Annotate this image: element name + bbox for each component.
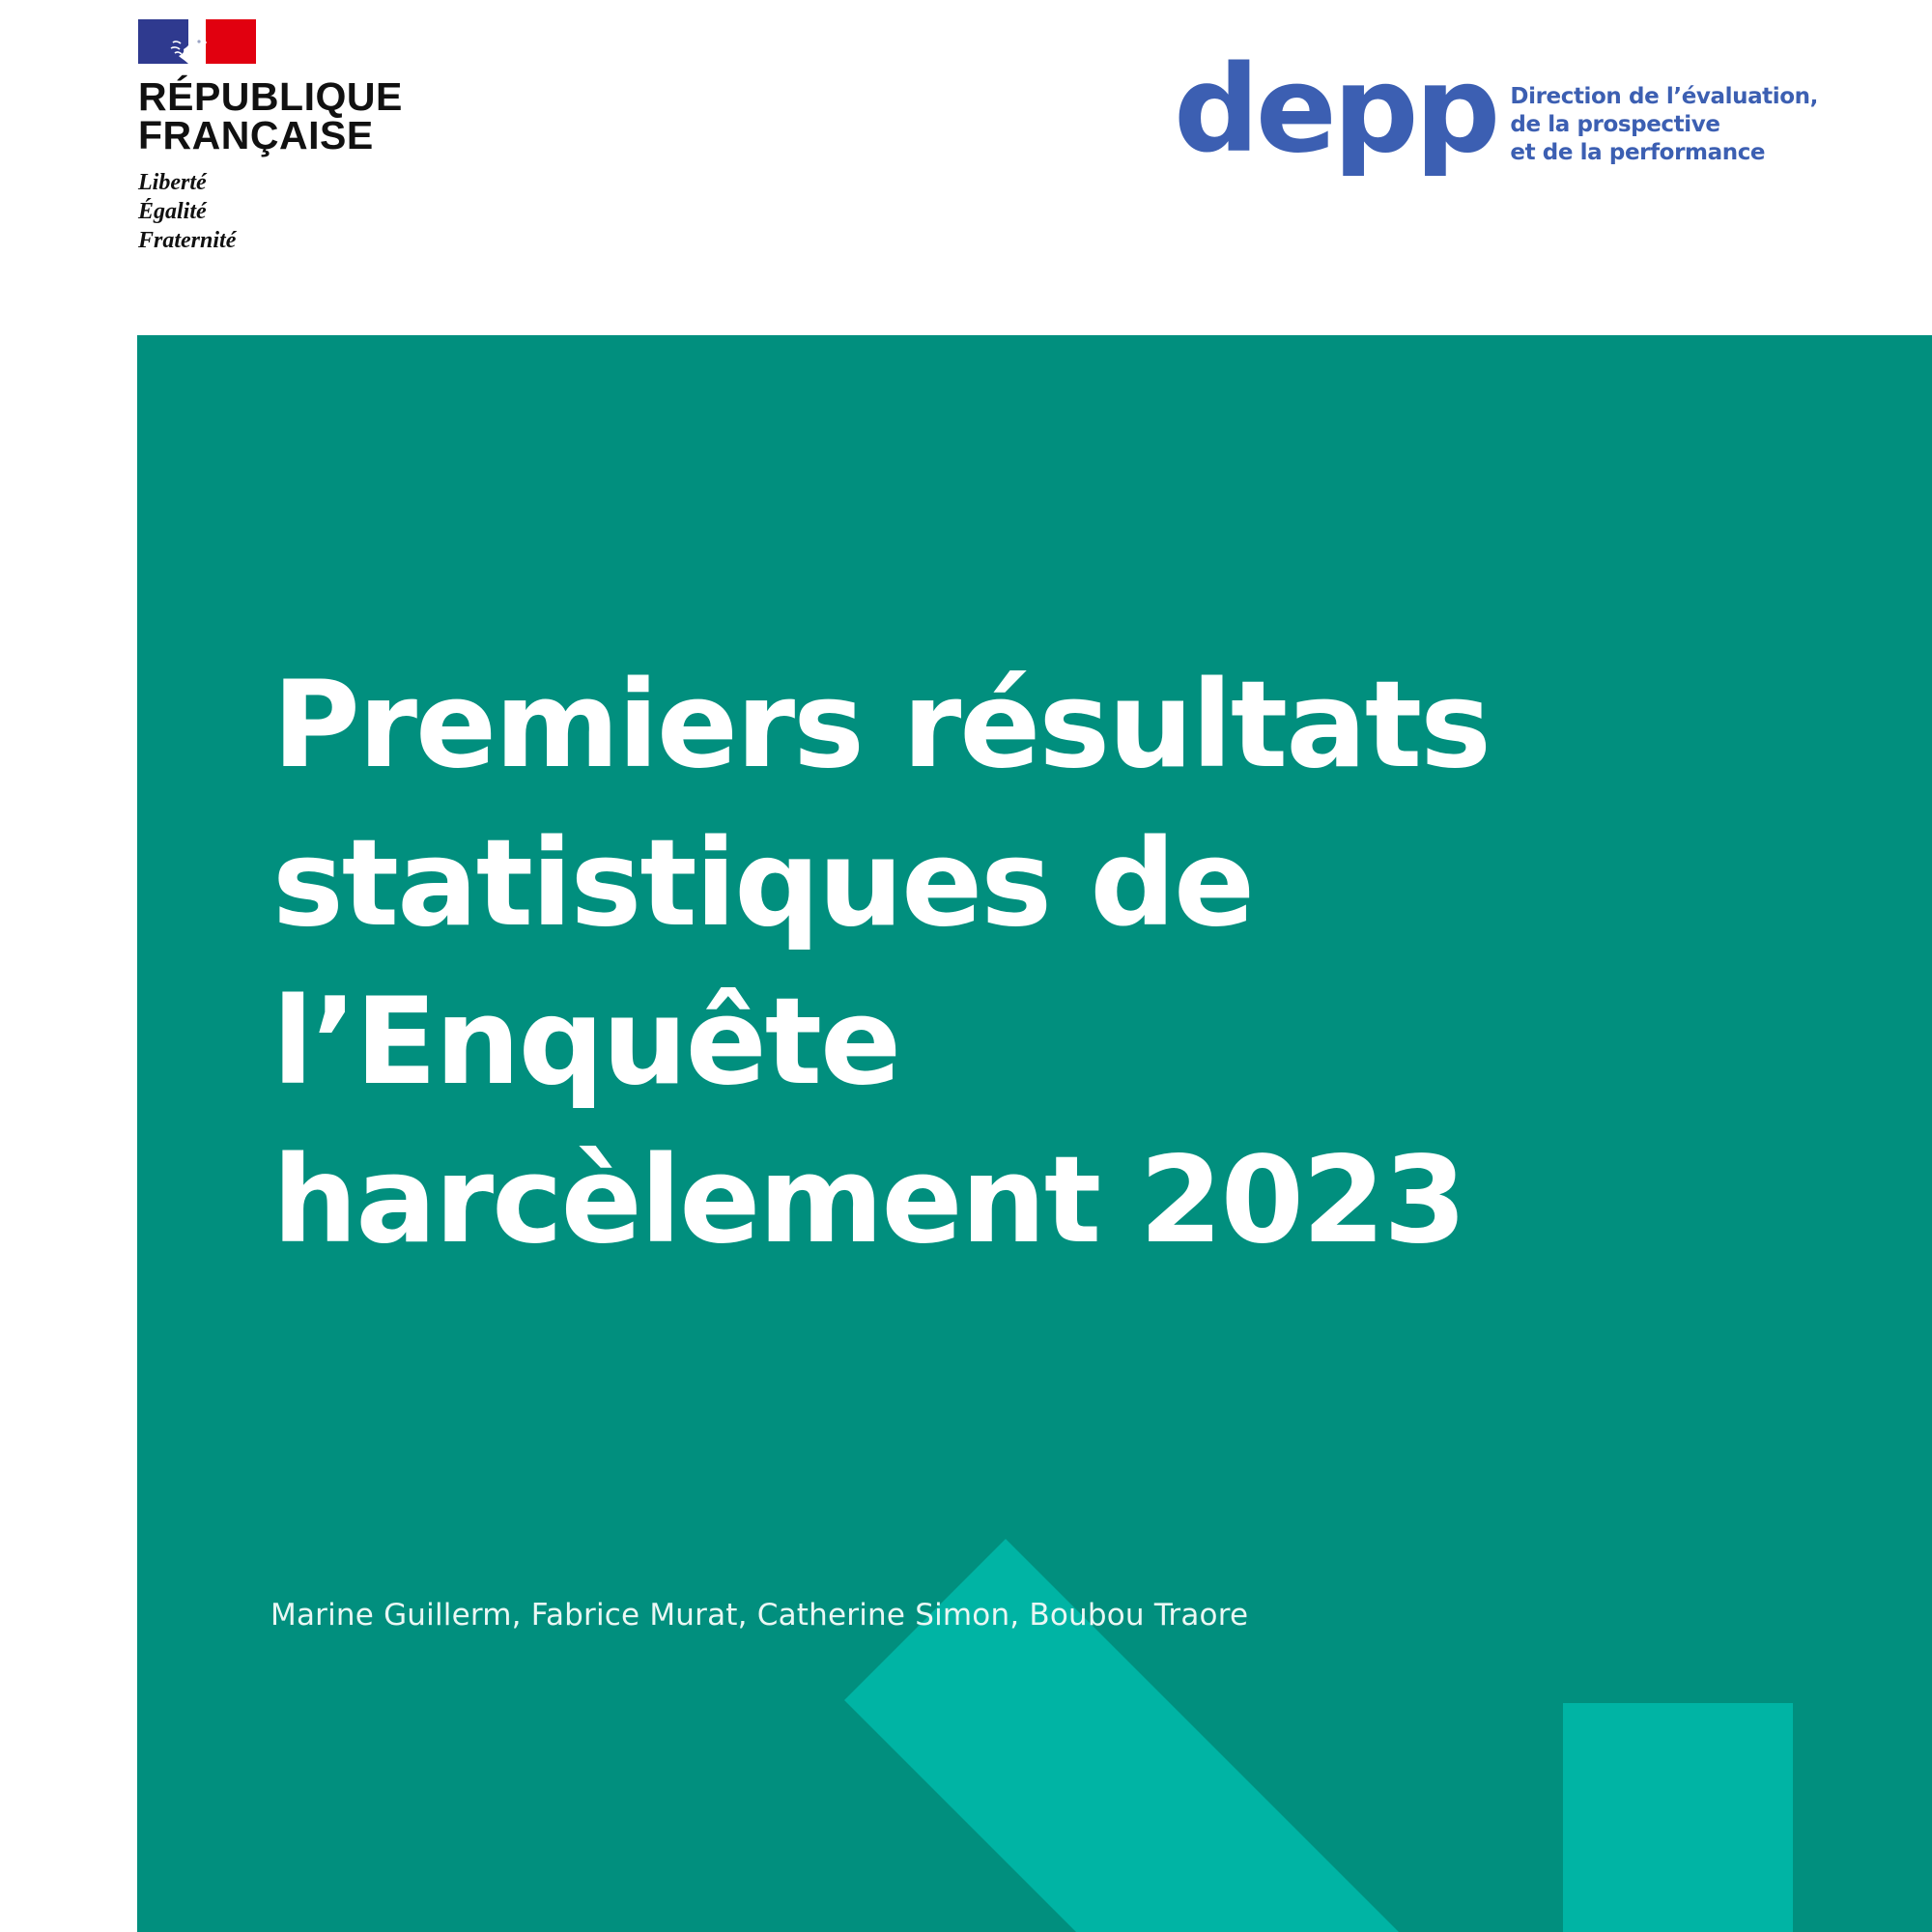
republique-motto bbox=[138, 168, 428, 255]
depp-description-line: et de la performance bbox=[1510, 140, 1766, 165]
marianne-flag-icon bbox=[138, 19, 256, 64]
motto-line: Liberté bbox=[138, 170, 207, 195]
authors: Marine Guillerm, Fabrice Murat, Catherine Simon, Boubou Traore bbox=[270, 1598, 1249, 1633]
rf-name-line: RÉPUBLIQUE bbox=[138, 74, 403, 119]
depp-wordmark: depp bbox=[1174, 41, 1497, 180]
depp-description bbox=[1510, 83, 1818, 167]
motto-line: Fraternité bbox=[138, 228, 237, 253]
title-line: l’Enquête bbox=[272, 973, 900, 1112]
rf-name-line: FRANÇAISE bbox=[138, 113, 374, 157]
depp-logo bbox=[1174, 41, 1818, 180]
republique-francaise-name bbox=[138, 74, 428, 157]
title-line: Premiers résultats bbox=[272, 656, 1490, 795]
title-line: statistiques de bbox=[272, 814, 1254, 953]
republique-francaise-logo bbox=[138, 19, 428, 255]
depp-description-line: de la prospective bbox=[1510, 112, 1720, 137]
depp-description-line: Direction de l’évaluation, bbox=[1510, 84, 1818, 109]
cover-panel bbox=[137, 335, 1932, 1932]
title-line: harcèlement 2023 bbox=[272, 1131, 1465, 1270]
document-title bbox=[272, 646, 1490, 1280]
motto-line: Égalité bbox=[138, 199, 207, 224]
vertical-bar-shape bbox=[1563, 1703, 1793, 1932]
